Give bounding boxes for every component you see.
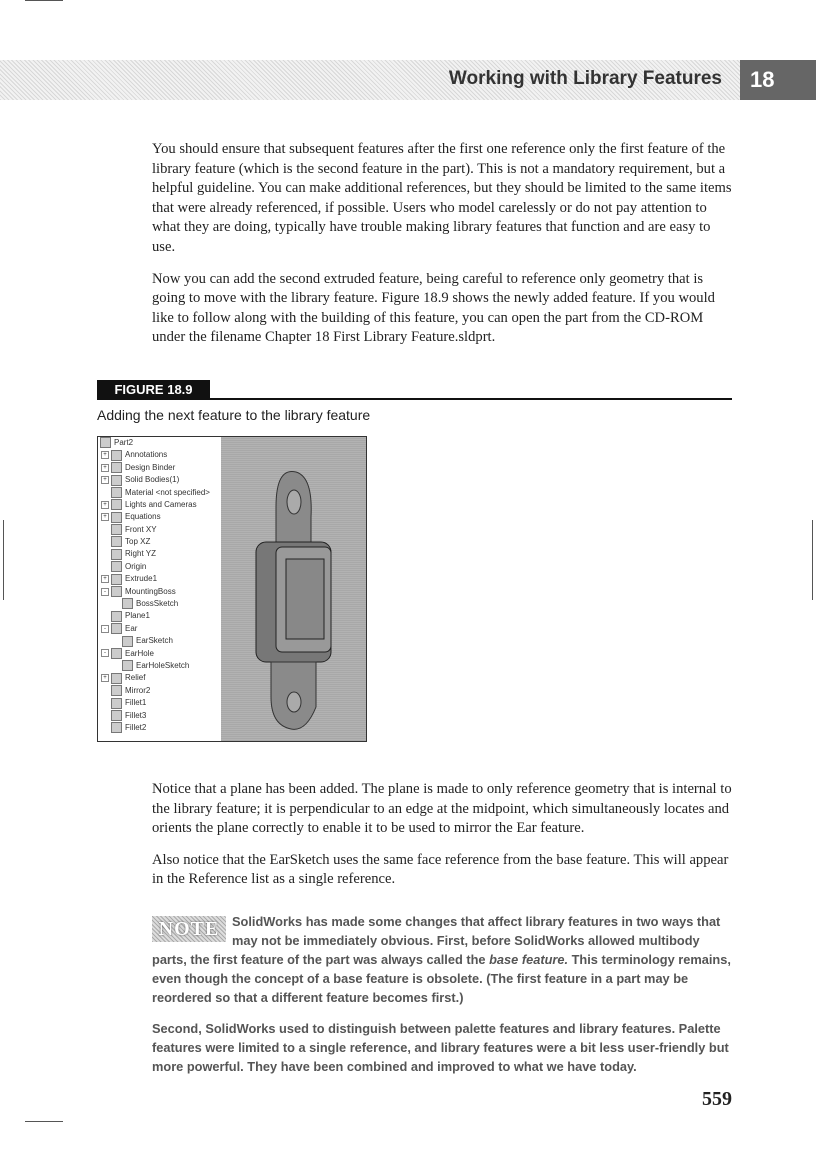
feature-icon [111, 561, 122, 572]
feature-icon [111, 685, 122, 696]
expand-icon[interactable]: + [101, 464, 109, 472]
tree-item-label: Lights and Cameras [125, 499, 197, 509]
note-paragraph: Second, SolidWorks used to distinguish between palette features and library features. Palette features were limited to a single reference, and library features were a bit less user-friendly but more powerful. They have been combined and improved to what we have today. [152, 1020, 729, 1074]
tree-item[interactable] [98, 660, 221, 672]
tree-item-label: Relief [125, 673, 146, 683]
tree-item[interactable] [98, 672, 221, 684]
tree-item[interactable] [98, 710, 221, 722]
body-paragraph: Now you can add the second extruded feature, being careful to reference only geometry that is going to move with the library feature. Figure 18.9 shows the newly added feature. If you would like to follow along with the building of this feature, you can open the part from the CD-ROM under the filename Chapter 18 First Library Feature.sldprt. [152, 270, 715, 346]
tree-item[interactable] [98, 685, 221, 697]
feature-icon [111, 549, 122, 560]
chapter-number-tab: 18 [740, 60, 816, 100]
feature-icon [111, 722, 122, 733]
collapse-icon[interactable]: - [101, 588, 109, 596]
running-header-title: Working with Library Features [448, 68, 722, 89]
note-text: This terminology remains, even though the concept of a base feature is obsolete. (The first feature in a part may be reordered so that a different feature becomes first.) [152, 951, 731, 1005]
feature-manager-tree [98, 437, 222, 741]
tree-item[interactable] [98, 561, 221, 573]
feature-icon [122, 598, 133, 609]
feature-icon [111, 487, 122, 498]
expand-icon[interactable]: + [101, 575, 109, 583]
tree-item[interactable] [98, 722, 221, 734]
tree-item-label: Fillet1 [125, 698, 147, 708]
tree-item[interactable] [98, 623, 221, 635]
tree-item-label: Equations [125, 512, 161, 522]
tree-item-label: Top XZ [125, 537, 151, 547]
tree-item[interactable] [98, 487, 221, 499]
feature-icon [100, 437, 111, 448]
body-paragraph: You should ensure that subsequent features after the first one reference only the first feature of the library feature (which is the second feature in the part). This is not a mandatory requirement, but a helpful guideline. You can make additional references, but they should be limited to the same items that were already referenced, if possible. Users who model carelessly or do not pay attention to what they are doing, typically have trouble making library features that function and are easy to use. [152, 141, 732, 255]
feature-icon [111, 512, 122, 523]
collapse-icon[interactable]: - [101, 649, 109, 657]
tree-item[interactable] [98, 462, 221, 474]
body-paragraph: Also notice that the EarSketch uses the same face reference from the base feature. This will appear in the Reference list as a single reference. [152, 851, 729, 888]
tree-item-label: Material <not specified> [125, 487, 210, 497]
feature-icon [111, 574, 122, 585]
tree-item-label: Design Binder [125, 462, 176, 472]
tree-item-label: EarSketch [136, 636, 173, 646]
tree-item-label: EarHole [125, 648, 154, 658]
tree-item[interactable] [98, 610, 221, 622]
note-text: SolidWorks has made some changes that affect library features in two ways that may not be immediately obvious. First, before SolidWorks allowed multibody parts, the first feature of the part was always called the [152, 913, 721, 967]
feature-icon [111, 475, 122, 486]
tree-item[interactable] [98, 499, 221, 511]
feature-icon [111, 586, 122, 597]
tree-item[interactable] [98, 474, 221, 486]
tree-item-label: Right YZ [125, 549, 156, 559]
part-3d-view [221, 437, 366, 741]
tree-item-label: MountingBoss [125, 586, 176, 596]
tree-item-label: Annotations [125, 450, 168, 460]
collapse-icon[interactable]: - [101, 625, 109, 633]
page-number: 559 [702, 1087, 732, 1110]
feature-icon [122, 636, 133, 647]
tree-item[interactable] [98, 648, 221, 660]
tree-item-label: Solid Bodies(1) [125, 475, 180, 485]
expand-icon[interactable]: + [101, 501, 109, 509]
expand-icon[interactable]: + [101, 674, 109, 682]
note-paragraph [152, 912, 732, 1007]
tree-item-label: Origin [125, 561, 147, 571]
feature-icon [111, 698, 122, 709]
part-model-drawing [221, 437, 366, 741]
tree-item[interactable] [98, 536, 221, 548]
tree-item-label: Fillet3 [125, 710, 147, 720]
tree-item-label: Mirror2 [125, 685, 151, 695]
body-paragraph: Notice that a plane has been added. The plane is made to only reference geometry that is internal to the library feature; it is perpendicular to an edge at the midpoint, which simultaneously locates and orients the plane correctly to enable it to be used to mirror the Ear feature. [152, 780, 732, 837]
feature-icon [111, 710, 122, 721]
tree-item-label: BossSketch [136, 599, 179, 609]
expand-icon[interactable]: + [101, 451, 109, 459]
tree-item[interactable] [98, 548, 221, 560]
note-badge [152, 916, 226, 942]
tree-item-label: Ear [125, 623, 138, 633]
tree-item[interactable] [98, 511, 221, 523]
figure-label: FIGURE 18.9 [97, 380, 210, 400]
tree-item[interactable] [98, 524, 221, 536]
tree-item[interactable] [98, 586, 221, 598]
tree-item[interactable] [98, 437, 221, 449]
tree-item-label: Extrude1 [125, 574, 158, 584]
figure-screenshot [97, 436, 367, 742]
feature-icon [111, 536, 122, 547]
feature-icon [111, 611, 122, 622]
feature-icon [111, 623, 122, 634]
post-figure-text [0, 780, 816, 890]
note-badge-text: NOTE [158, 917, 220, 940]
expand-icon[interactable]: + [101, 513, 109, 521]
note-emphasis: base feature. [489, 951, 569, 967]
tree-item[interactable] [98, 635, 221, 647]
feature-icon [111, 450, 122, 461]
feature-icon [111, 524, 122, 535]
feature-icon [122, 660, 133, 671]
figure-caption: Adding the next feature to the library feature [97, 406, 371, 423]
tree-item[interactable] [98, 697, 221, 709]
tree-item[interactable] [98, 449, 221, 461]
tree-item-label: EarHoleSketch [136, 660, 190, 670]
figure-header [97, 380, 732, 400]
tree-item-label: Front XY [125, 524, 157, 534]
tree-item-label: Plane1 [125, 611, 150, 621]
expand-icon[interactable]: + [101, 476, 109, 484]
tree-item-label: Part2 [114, 437, 134, 447]
feature-icon [111, 648, 122, 659]
feature-icon [111, 462, 122, 473]
feature-icon [111, 673, 122, 684]
note-box [152, 912, 732, 1076]
tree-item[interactable] [98, 598, 221, 610]
tree-item-label: Fillet2 [125, 722, 147, 732]
feature-icon [111, 499, 122, 510]
tree-item[interactable] [98, 573, 221, 585]
